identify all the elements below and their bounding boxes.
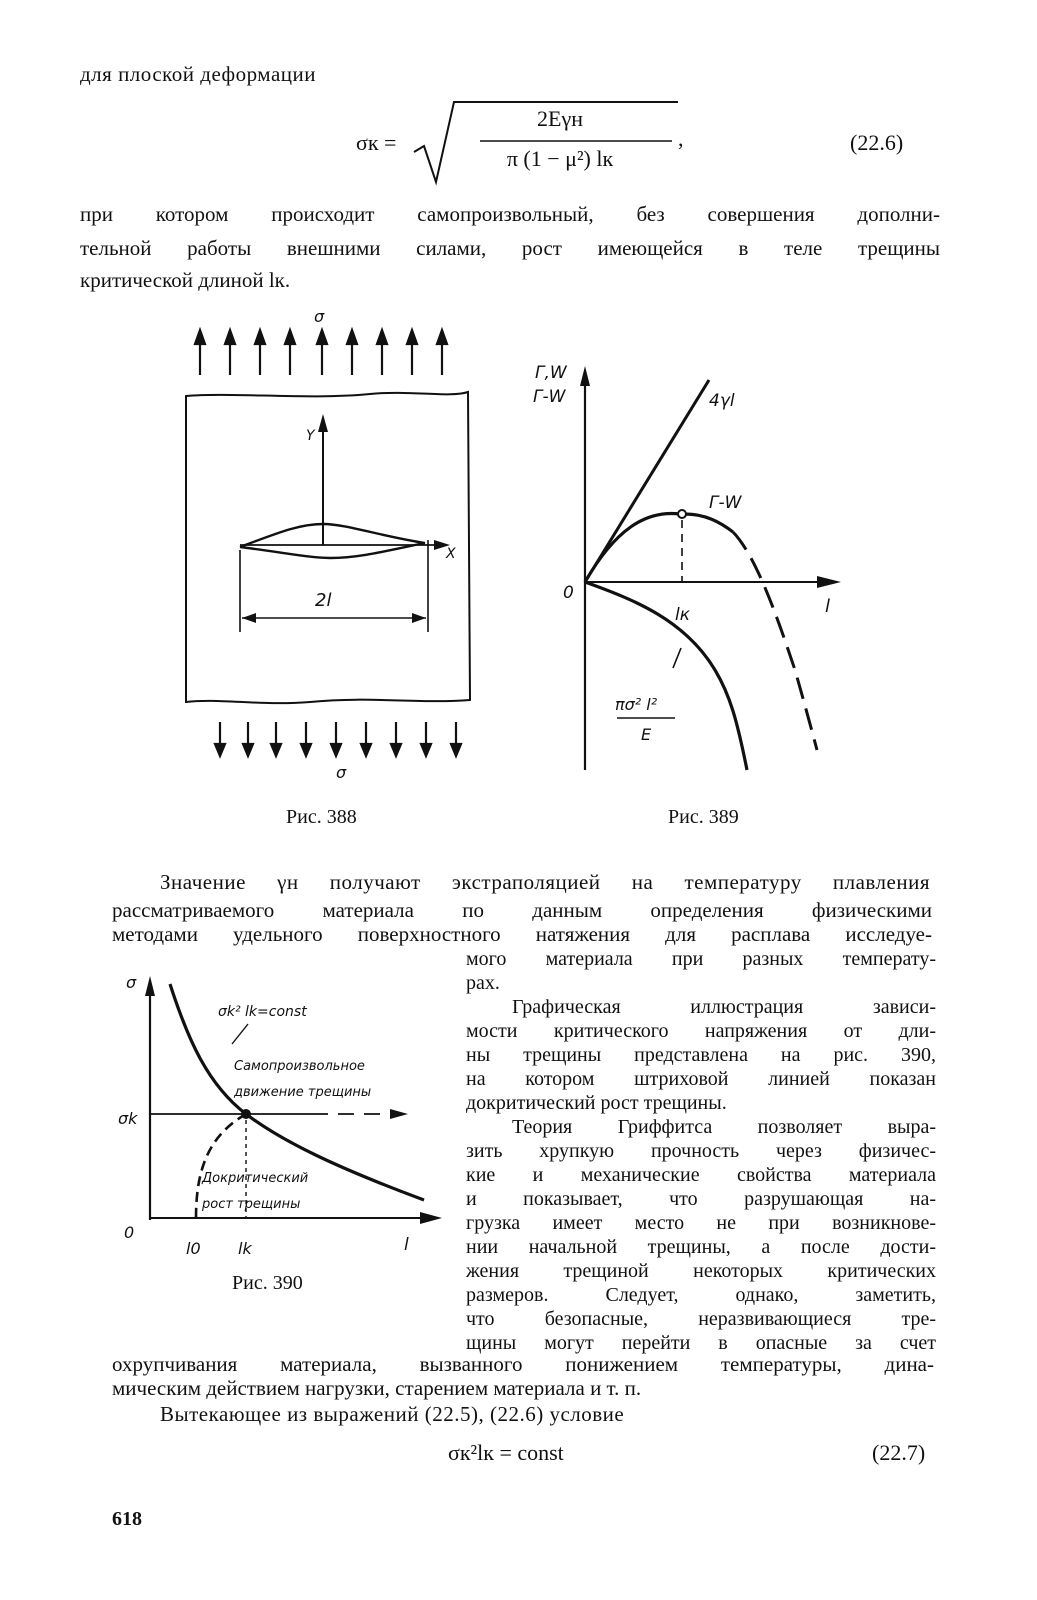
paragraph1-line2: тельной работы внешними силами, рост имеющейся в теле трещины — [80, 236, 940, 260]
column-line-2: рах. — [466, 972, 500, 994]
column-line-4: мости критического напряжения от дли- — [466, 1020, 936, 1042]
x-axis-label: X — [446, 546, 456, 562]
x-axis-l-label: l — [825, 596, 831, 617]
origin-label: 0 — [563, 583, 574, 603]
top-load-arrows — [195, 330, 447, 375]
sigma-bottom-label: σ — [336, 763, 347, 782]
column-line-12: грузка имеет место не при возникнове- — [466, 1212, 936, 1234]
column-line-11: и показывает, что разрушающая на- — [466, 1188, 936, 1210]
intro-line: для плоской деформации — [80, 62, 316, 86]
fig389-caption: Рис. 389 — [668, 806, 739, 828]
column-line-7: докритический рост трещины. — [466, 1092, 727, 1114]
subcritical-label-1: Докритический — [202, 1171, 309, 1186]
column-line-9: зить хрупкую прочность через физичес- — [466, 1140, 936, 1162]
origin-0-label: 0 — [124, 1223, 135, 1242]
paragraph1-line1: при котором происходит самопроизвольный, без совершения дополни- — [80, 202, 940, 226]
energy-denominator: E — [641, 725, 652, 744]
column-line-13: нии начальной трещины, а после дости- — [466, 1236, 936, 1258]
sigma-k-label: σk — [118, 1109, 138, 1128]
paragraph2-line2: рассматриваемого материала по данным определения физическими — [112, 898, 932, 922]
dimension-label: 2l — [315, 590, 332, 611]
column-line-17: щины могут перейти в опасные за счет — [466, 1332, 936, 1354]
spontaneous-label-1: Самопроизвольное — [234, 1059, 365, 1074]
crack-upper — [240, 524, 425, 547]
maximum-point — [678, 510, 686, 518]
column-line-1: мого материала при разных температу- — [466, 948, 936, 970]
bottom-load-arrows — [215, 722, 461, 756]
sigma-axis-label: σ — [126, 973, 137, 992]
column-line-6: на котором штриховой линией показан — [466, 1068, 936, 1090]
l0-label: l0 — [186, 1239, 201, 1258]
equation-number: (22.6) — [850, 130, 904, 155]
sigma-top-label: σ — [314, 307, 325, 326]
paragraph3-line2: мическим действием нагрузки, старением материала и т. п. — [112, 1376, 642, 1400]
elastic-energy-curve — [585, 582, 747, 770]
paragraph1-line3: критической длиной lк. — [80, 268, 291, 292]
paragraph3-line1: охрупчивания материала, вызванного понижением температуры, дина- — [112, 1352, 934, 1376]
line-label: 4γl — [709, 391, 735, 411]
column-line-10: кие и механические свойства материала — [466, 1164, 936, 1186]
column-line-8: Теория Гриффитса позволяет выра- — [512, 1116, 936, 1138]
column-line-5: ны трещины представлена на рис. 390, — [466, 1044, 936, 1066]
column-line-15: размеров. Следует, однако, заметить, — [466, 1284, 936, 1306]
curve-label: Г-W — [709, 493, 742, 513]
equation-22-6 — [350, 96, 930, 186]
equation-comma: , — [678, 126, 684, 151]
equation-numerator: 2Eγн — [537, 106, 583, 131]
y-axis-label: Y — [306, 428, 315, 444]
fig390-caption: Рис. 390 — [232, 1272, 303, 1294]
figure-388 — [170, 300, 500, 790]
column-line-16: что безопасные, неразвивающиеся тре- — [466, 1308, 936, 1330]
column-line-3: Графическая иллюстрация зависи- — [512, 996, 936, 1018]
paragraph2-line1: Значение γн получают экстраполяцией на температуру плавления — [160, 870, 930, 894]
equation-lhs: σк = — [356, 130, 397, 155]
y-label-gw: Г,W — [535, 363, 567, 383]
spontaneous-label-2: движение трещины — [234, 1085, 372, 1100]
figure-390 — [108, 960, 454, 1260]
energy-numerator: πσ² l² — [615, 695, 658, 714]
page-number: 618 — [112, 1508, 142, 1530]
subcritical-label-2: рост трещины — [202, 1197, 301, 1212]
y-label-g-minus-w: Г-W — [533, 387, 566, 407]
figure-389 — [525, 350, 855, 780]
column-line-14: жения трещиной некоторых критических — [466, 1260, 936, 1282]
paragraph2-line3: методами удельного поверхностного натяжения для расплава исследуе- — [112, 922, 932, 946]
l-axis-label: l — [404, 1235, 409, 1255]
const-label: σk² lk=const — [218, 1004, 307, 1020]
equation-denominator: π (1 − μ²) lк — [506, 146, 614, 171]
equation-22-7: σк²lк = const — [448, 1440, 564, 1465]
peak-lk-label: lк — [675, 605, 690, 625]
fig388-caption: Рис. 388 — [286, 806, 357, 828]
paragraph4: Вытекающее из выражений (22.5), (22.6) условие — [160, 1402, 625, 1426]
equation-22-7-number: (22.7) — [872, 1440, 926, 1465]
lk-label: lk — [238, 1239, 252, 1258]
